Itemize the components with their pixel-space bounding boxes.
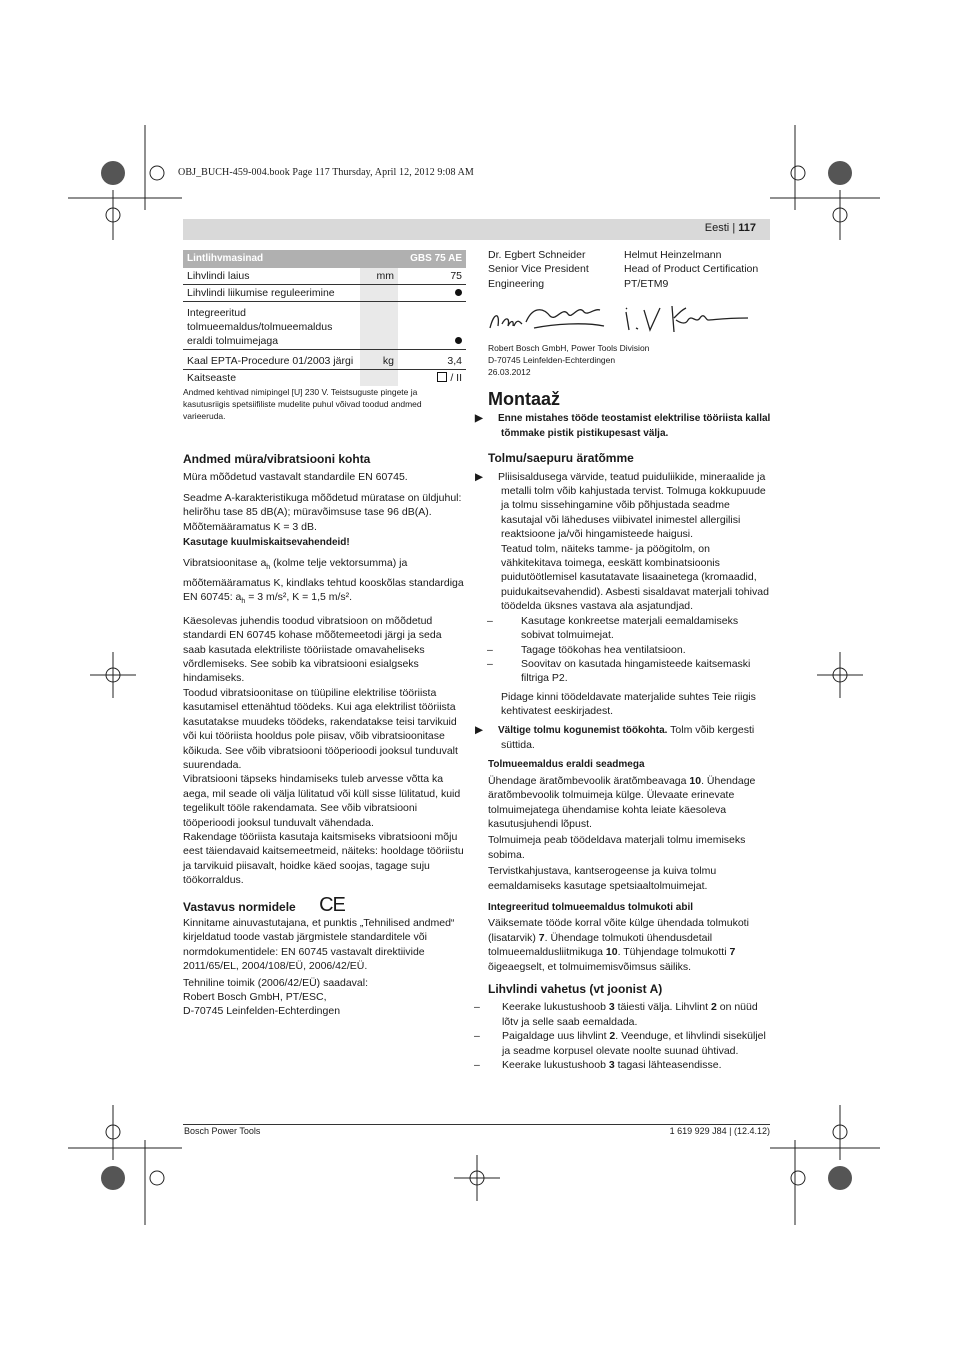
conformity-heading: Vastavus normidele CE: [183, 893, 345, 916]
page-header: [183, 219, 770, 240]
header-language: Eesti: [704, 222, 730, 234]
right-text: Montaaž ▶ Enne mistahes tööde teostamist elektrilise tööriista kallal tõmmake pistik pistikupesast välja. Tolmu/saepuru äratõmme ▶ Pliisisaldusega värvide, teatud puiduliikide, mineraalide ja metalli tolm võib kahjustada tervist. Tolmuga kokkupuude ja tolmu sissehingamine võib põhjustada seadme kasutajal või läheduses viibivatel inimestel allergilisi reaktsioone ja/või hingamisteede haigusi. Teatud tolm, näiteks tamme- ja pöögitolm, on vähkitekitava toimega, eeskätt kombinatsioonis puidutöötlemisel kasutatavate lisaainetega (kromaadid, puidukaitsevahendid). Asbesti sisaldavat materjali tohivad töödelda üksnes vastava ala asjatundjad. – Kasutage konkreetse materjali eemaldamiseks sobivat tolmuimejat. – Tagage töökohas hea ventilatsioon. – Soovitav on kasutada hingamisteede kaitsemaski filtriga P2. Pidage kinni töödeldavate materjalide suhtes Teie riigis kehtivatest eeskirjadest. ▶ Vältige tolmu kogunemist töökohta. Tolm võib kergesti süttida. Tolmueemaldus eraldi seadmega Ühendage äratõmbevoolik äratõmbeavaga 10. Ühendage äratõmbevoolik tolmuimeja külge. Ülevaate erinevate tolmuimejatega ühendamise kohta leiate käesoleva kasutusjuhendi lõpust. Tolmuimeja peab töödeldava materjali tolmu imemiseks sobima. Tervistkahjustava, kantserogeense ja kuiva tolmu eemaldamiseks kasutage spetsiaaltolmuimejat. Integreeritud tolmueemaldus tolmukoti abil Väiksemate tööde korral võite külge ühendada tolmukoti (lisatarvik) 7. Ühendage tolmukoti ühendusdetail tolmueemaldusliitmikuga 10. Tühjendage tolmukotti 7 õigeaegselt, et tolmuimemisvõimsus säiliks. Lihvlindi vahetus (vt joonist A) – Keerake lukustushoob 3 täiesti välja. Lihvlint 2 on nüüd lõtv ja selle saab eemaldada. – Paigaldage uus lihvlint 2. Veenduge, et lihvlindi siseküljel ja seadme korpusel olevate noolte suunad ühtivad. – Keerake lukustushoob 3 tagasi lähteasendisse.: [474, 389, 771, 1072]
signer-2: Helmut Heinzelmann Head of Product Certification PT/ETM9: [624, 249, 759, 290]
triangle-bullet-icon: ▶: [475, 470, 484, 483]
spec-table: [183, 250, 466, 386]
belt-heading: Lihvlindi vahetus (vt joonist A): [488, 982, 663, 997]
spec-note: Andmed kehtivad nimipingel [U] 230 V. Teistsuguste pingete ja kasutusriigis spetsiifiliste mudelite puhul võivad toodud andmed varieeruda.: [183, 387, 422, 421]
page-number: 117: [738, 222, 756, 234]
print-runner: OBJ_BUCH-459-004.book Page 117 Thursday, April 12, 2012 9:08 AM: [178, 167, 474, 178]
table-row: Lihvlindi laius mm 75: [183, 268, 466, 285]
triangle-bullet-icon: ▶: [475, 723, 484, 736]
footer-rule: [183, 1124, 770, 1125]
bullet-icon: [455, 289, 462, 296]
signer-1: Dr. Egbert Schneider Senior Vice President Engineering: [488, 249, 589, 290]
ce-mark-icon: CE: [319, 893, 345, 916]
bullet-icon: [455, 337, 462, 344]
section-title-montaaz: Montaaž: [488, 389, 560, 409]
left-text: Andmed müra/vibratsiooni kohta Müra mõõdetud vastavalt standardile EN 60745. Seadme A-karakteristikuga mõõdetud müratase on üldjuhul: helirõhu tase 85 dB(A); müravõimsuse tase 96 dB(A). Mõõtemääramatus K = 3 dB. Kasutage kuulmiskaitsevahendeid! Vibratsioonitase $a_h$ (kolme telje vektorsumma) ja mõõtemääramatus K, kindlaks tehtud kooskõlas standardiga EN 60745: $a_h = 3$ m/s², K = 1,5 m/s². Käesolevas juhendis toodud vibratsioon on mõõdetud standardi EN 60745 kohase mõõtemeetodi järgi ja seda saab kasutada elektriliste tööriistade omavaheliseks võrdlemiseks. See sobib ka vibratsiooni esialgseks hindamiseks. Toodud vibratsioonitase on tüüpiline elektrilise tööriista kasutamisel ettenähtud töödeks. Kui aga elektrilist tööriista kasutatakse muudeks töödeks, rakendatakse teisi tarvikuid või kui tööriista hooldus pole piisav, võib vibratsioonitase kõikuda. See võib vibratsiooni tööperioodi jooksul tunduvalt suurendada. Vibratsiooni täpseks hindamiseks tuleb arvesse võtta ka aega, mil seade oli välja lülitatud või küll sisse lülitatud, kuid tegelikult tööle rakendamata. See võib vibratsiooni tööperioodi jooksul tunduvalt vähendada. Rakendage tööriista kasutaja kaitsmiseks vibratsiooni mõju eest täiendavaid kaitsemeetmeid, näiteks: hooldage tööriistu ja tarvikuid piisavalt, hoidke käed soojas, tagage suju töökorraldus. Vastavus normidele CE Kinnitame ainuvastutajana, et punktis „Tehnilised andmed“ kirjeldatud toode vastab järgmistele standarditele või normdokumentidele: EN 60745 vastavalt direktiivide 2011/65/EL, 2004/108/EÜ, 2006/42/EÜ. Tehniline toimik (2006/42/EÜ) saadaval: Robert Bosch GmbH, PT/ESC, D-70745 Leinfelden-Echterdingen: [183, 452, 466, 1021]
noise-heading: Andmed müra/vibratsiooni kohta: [183, 452, 371, 466]
company-block: Robert Bosch GmbH, Power Tools Division D-70745 Leinfelden-Echterdingen 26.03.2012: [488, 343, 650, 377]
table-row: Integreeritud tolmueemaldus/tolmueemaldus eraldi tolmuimejaga: [183, 302, 466, 350]
header-label: Eesti | 117: [704, 222, 756, 234]
footer-left: Bosch Power Tools: [184, 1126, 261, 1136]
table-row: Lihvlindi liikumise reguleerimine: [183, 285, 466, 302]
table-row: Kaitseaste / II: [183, 370, 466, 387]
spec-table-title: Lintlihvmasinad: [183, 250, 398, 268]
triangle-bullet-icon: ▶: [475, 413, 483, 425]
signatures-image: [486, 298, 766, 338]
dust-heading: Tolmu/saepuru äratõmme: [488, 451, 634, 466]
table-row: Kaal EPTA-Procedure 01/2003 järgi kg 3,4: [183, 350, 466, 370]
spec-table-model: GBS 75 AE: [398, 250, 466, 268]
spec-table-block: [183, 250, 466, 422]
protection-class-icon: [437, 372, 447, 382]
footer-right: 1 619 929 J84 | (12.4.12): [669, 1126, 770, 1136]
